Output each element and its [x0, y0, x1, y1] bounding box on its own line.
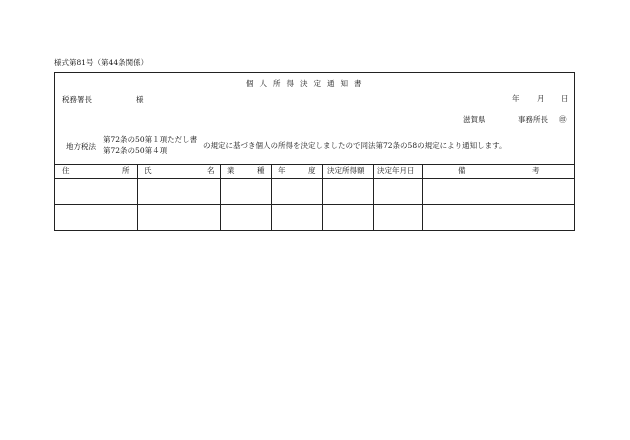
- table-row: [54, 178, 575, 204]
- addressee: 税務署長: [62, 95, 92, 104]
- header-remarks-2: 考: [532, 166, 540, 175]
- clause-2: 第72条の50第４項: [103, 146, 168, 155]
- clause-1: 第72条の50第１項ただし書: [103, 135, 198, 144]
- issuer-prefecture: 滋賀県: [463, 115, 486, 124]
- header-address-1: 住: [62, 166, 70, 175]
- header-business-1: 業: [227, 166, 235, 175]
- date-day: 日: [561, 94, 569, 103]
- header-year-1: 年: [278, 166, 286, 175]
- date-year: 年: [512, 94, 520, 103]
- table-row: [54, 204, 575, 231]
- notice-body-text: の規定に基づき個人の所得を決定しましたので同法第72条の58の規定により通知します。: [203, 141, 507, 150]
- header-name-2: 名: [207, 166, 215, 175]
- law-label: 地方税法: [66, 142, 96, 151]
- header-address-2: 所: [122, 166, 130, 175]
- document-title: 個人所得決定通知書: [246, 79, 368, 88]
- seal-mark: ㊞: [559, 115, 567, 124]
- issuer-office-head: 事務所長: [518, 115, 548, 124]
- header-business-2: 種: [257, 166, 265, 175]
- header-date: 決定年月日: [377, 166, 415, 175]
- header-year-2: 度: [308, 166, 316, 175]
- form-number: 様式第81号（第44条関係）: [54, 58, 149, 67]
- addressee-suffix: 様: [136, 95, 144, 104]
- header-name-1: 氏: [144, 166, 152, 175]
- date-month: 月: [537, 94, 545, 103]
- header-remarks-1: 備: [458, 166, 466, 175]
- header-income: 決定所得額: [327, 166, 365, 175]
